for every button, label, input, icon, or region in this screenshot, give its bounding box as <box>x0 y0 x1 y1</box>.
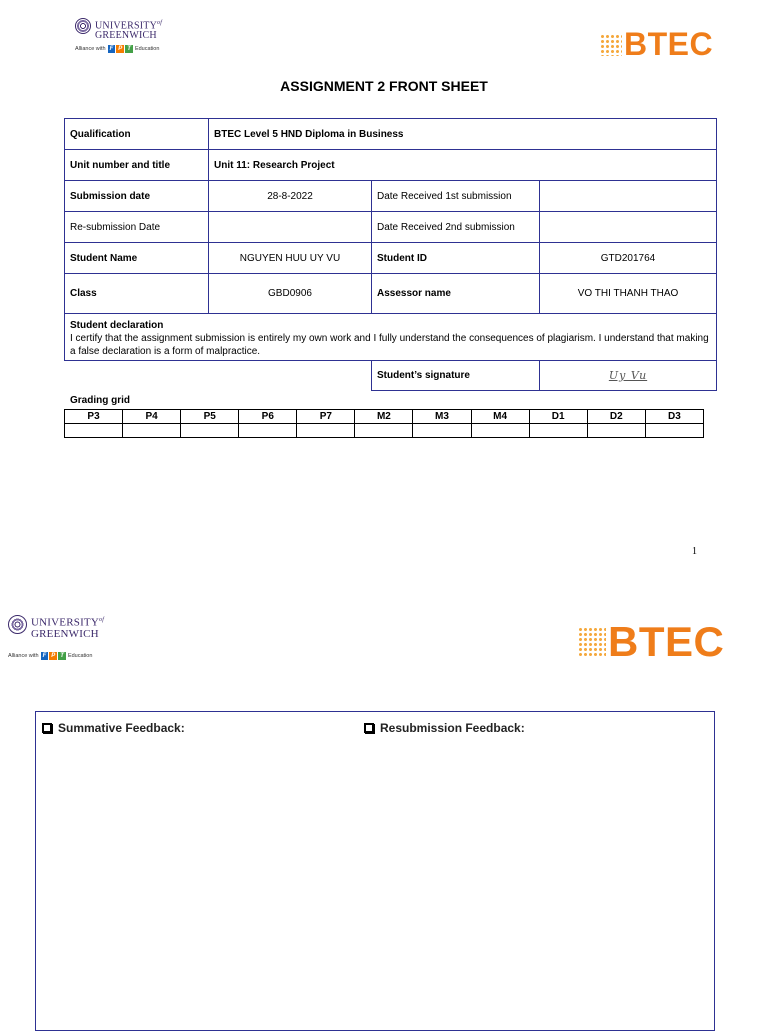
grade-P7: P7 <box>297 410 355 424</box>
education-text: Education <box>67 652 93 659</box>
signature-value <box>540 361 717 391</box>
student-row <box>65 243 717 274</box>
date-received-2-label: Date Received 2nd submission <box>372 212 540 243</box>
grade-D2: D2 <box>587 410 645 424</box>
btec-wordmark: BTEC <box>608 618 725 665</box>
declaration-heading: Student declaration <box>70 320 164 331</box>
assessor-value: VO THI THANH THAO <box>540 274 717 314</box>
qualification-label: Qualification <box>65 119 209 150</box>
university-seal-icon <box>8 615 27 634</box>
date-received-2-value <box>540 212 717 243</box>
resubmission-feedback <box>364 721 525 735</box>
signature-row <box>65 361 717 391</box>
resubmission-checkbox-icon[interactable] <box>364 723 374 733</box>
grade-cell <box>587 424 645 438</box>
university-name-line2: GREENWICH <box>31 627 99 640</box>
front-sheet-table <box>64 118 717 391</box>
grading-grid-label: Grading grid <box>70 395 130 406</box>
education-text: Education <box>134 46 160 53</box>
resubmission-row <box>65 212 717 243</box>
student-name-value: NGUYEN HUU UY VU <box>209 243 372 274</box>
summative-checkbox-icon[interactable] <box>42 723 52 733</box>
university-of: of <box>99 617 105 623</box>
grade-cell <box>355 424 413 438</box>
grade-cell <box>471 424 529 438</box>
grade-M2: M2 <box>355 410 413 424</box>
declaration-text: I certify that the assignment submission is entirely my own work and I fully understand the consequences of plagiarism. I understand that making a false declaration is a form of malpractice. <box>70 333 709 357</box>
grade-cell <box>181 424 239 438</box>
university-name-line1: UNIVERSITY <box>31 616 99 629</box>
grade-P4: P4 <box>123 410 181 424</box>
unit-value: Unit 11: Research Project <box>209 150 717 181</box>
grade-P6: P6 <box>239 410 297 424</box>
qualification-row <box>65 119 717 150</box>
resubmission-date-label: Re-submission Date <box>65 212 209 243</box>
btec-logo-page2 <box>578 618 724 666</box>
grade-M4: M4 <box>471 410 529 424</box>
class-row <box>65 274 717 314</box>
submission-row <box>65 181 717 212</box>
btec-wordmark: BTEC <box>624 26 714 62</box>
class-label: Class <box>65 274 209 314</box>
page-title: ASSIGNMENT 2 FRONT SHEET <box>280 78 488 94</box>
grade-cell <box>123 424 181 438</box>
class-value: GBD0906 <box>209 274 372 314</box>
signature-label: Student’s signature <box>372 361 540 391</box>
resubmission-date-value <box>209 212 372 243</box>
unit-label: Unit number and title <box>65 150 209 181</box>
student-id-value: GTD201764 <box>540 243 717 274</box>
student-id-label: Student ID <box>372 243 540 274</box>
signature-scribble: Uy Vu <box>608 369 648 382</box>
summative-feedback <box>42 721 185 735</box>
fpt-logo: F P T <box>109 46 131 53</box>
university-name-line1: UNIVERSITY <box>95 20 157 32</box>
grading-grid-table <box>64 409 704 438</box>
declaration-row <box>65 314 717 361</box>
alliance-text: Alliance with <box>8 652 39 659</box>
date-received-1-value <box>540 181 717 212</box>
university-logo <box>75 18 162 53</box>
btec-dots-icon <box>600 34 622 56</box>
grade-M3: M3 <box>413 410 471 424</box>
grade-cell <box>529 424 587 438</box>
university-of: of <box>157 20 163 26</box>
date-received-1-label: Date Received 1st submission <box>372 181 540 212</box>
submission-date-label: Submission date <box>65 181 209 212</box>
alliance-text: Alliance with <box>75 46 106 53</box>
grade-D1: D1 <box>529 410 587 424</box>
declaration-cell <box>65 314 717 361</box>
qualification-value: BTEC Level 5 HND Diploma in Business <box>209 119 717 150</box>
submission-date-value: 28-8-2022 <box>209 181 372 212</box>
btec-dots-icon <box>578 627 606 657</box>
page-number: 1 <box>692 546 697 557</box>
fpt-logo: F P T <box>42 652 64 659</box>
grade-cell <box>413 424 471 438</box>
summative-feedback-label: Summative Feedback: <box>58 721 185 735</box>
grade-cell <box>297 424 355 438</box>
university-seal-icon <box>75 18 91 34</box>
unit-row <box>65 150 717 181</box>
grade-D3: D3 <box>645 410 703 424</box>
grade-cell <box>65 424 123 438</box>
grading-header-row <box>65 410 704 424</box>
university-logo-page2 <box>8 615 104 660</box>
university-name-line2: GREENWICH <box>95 30 157 42</box>
grade-cell <box>645 424 703 438</box>
student-name-label: Student Name <box>65 243 209 274</box>
signature-spacer <box>65 361 372 391</box>
grade-P3: P3 <box>65 410 123 424</box>
resubmission-feedback-label: Resubmission Feedback: <box>380 721 525 735</box>
feedback-box <box>35 711 715 1031</box>
btec-logo <box>600 26 713 63</box>
grade-P5: P5 <box>181 410 239 424</box>
grade-cell <box>239 424 297 438</box>
grading-value-row <box>65 424 704 438</box>
assessor-label: Assessor name <box>372 274 540 314</box>
